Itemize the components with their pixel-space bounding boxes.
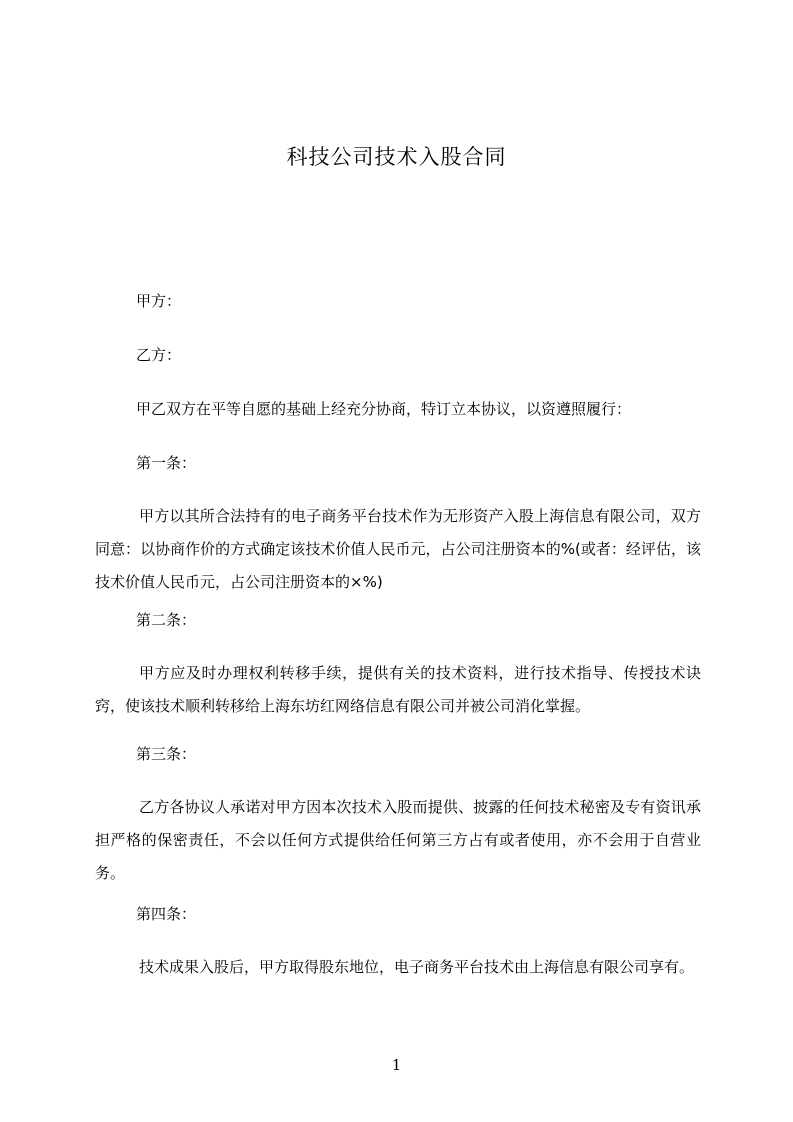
article-1-heading: 第一条： — [136, 454, 197, 472]
article-4-heading: 第四条： — [136, 905, 197, 923]
article-2-body: 甲方应及时办理权利转移手续，提供有关的技术资料，进行技术指导、传授技术诀窍，使该技术顺利转移给上海东坊红网络信息有限公司并被公司消化掌握。 — [95, 664, 701, 715]
article-3-heading: 第三条： — [136, 745, 197, 763]
article-1-body: 甲方以其所合法持有的电子商务平台技术作为无形资产入股上海信息有限公司，双方同意：以协商作价的方式确定该技术价值人民币元，占公司注册资本的%(或者：经评估，该技术价值人民币元，占公司注册资本的×%) — [95, 507, 701, 591]
page-number: 1 — [391, 1056, 402, 1074]
party-b-label: 乙方： — [136, 346, 182, 364]
article-4-body: 技术成果入股后，甲方取得股东地位，电子商务平台技术由上海信息有限公司享有。 — [139, 958, 695, 976]
document-title: 科技公司技术入股合同 — [286, 145, 507, 169]
party-a-label: 甲方： — [136, 292, 182, 310]
preamble-text: 甲乙双方在平等自愿的基础上经充分协商，特订立本协议，以资遵照履行： — [136, 400, 632, 418]
article-2-heading: 第二条： — [136, 611, 197, 629]
article-3-body: 乙方各协议人承诺对甲方因本次技术入股而提供、披露的任何技术秘密及专有资讯承担严格的保密责任，不会以任何方式提供给任何第三方占有或者使用，亦不会用于自营业务。 — [95, 798, 701, 882]
